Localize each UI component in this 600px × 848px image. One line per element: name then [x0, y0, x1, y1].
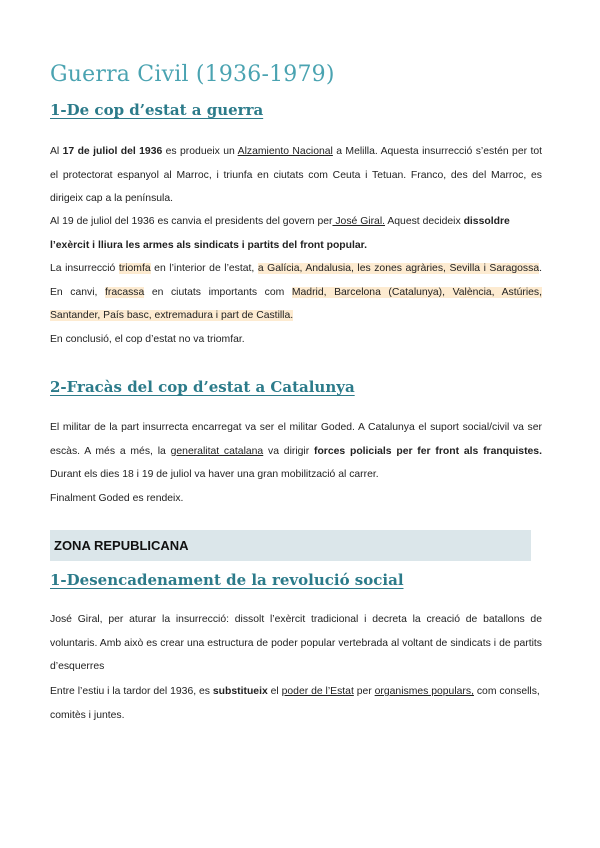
section-heading-revolucio-social: 1-Desencadenament de la revolució social — [50, 571, 404, 589]
paragraph-goded: El militar de la part insurrecta encarregat va ser el militar Goded. A Catalunya el suport social/civil va ser escàs. A més a més, la generalitat catalana va dirigir forces policials per fer front als franquistes. Durant els dies 18 i 19 de juliol va haver una gran mobilització al carrer. — [50, 422, 542, 480]
paragraph-batallons: José Giral, per aturar la insurrecció: dissolt l’exèrcit tradicional i decreta la creació de batallons de voluntaris. Amb això es crear una estructura de poder popular vertebrada al voltant de sindicats i de partits d’esquerres — [50, 614, 542, 672]
paragraph-alzamiento: Al 17 de juliol del 1936 es produeix un Alzamiento Nacional a Melilla. Aquesta insurrecció s’estén per tot el protectorat espanyol al Marroc, i triunfa en ciutats com Ceuta i Tetuan. Franco, des del Marroc, es dirigeix cap a la península. — [50, 146, 542, 204]
paragraph-jose-giral: Al 19 de juliol del 1936 es canvia el presidents del govern per José Giral. Aquest decideix dissoldre l’exèrcit i lliura les armes als sindicats i partits del front popular. — [50, 216, 510, 251]
paragraph-conclusio: En conclusió, el cop d’estat no va triomfar. — [50, 334, 245, 345]
section-heading-cop-estat: 1-De cop d’estat a guerra — [50, 101, 264, 119]
paragraph-organismes-populars: Entre l’estiu i la tardor del 1936, es substitueix el poder de l’Estat per organismes populars, com consells, comitès i juntes. — [50, 686, 540, 721]
paragraph-rendeix: Finalment Goded es rendeix. — [50, 493, 184, 504]
paragraph-triomf-fracas: La insurrecció triomfa en l’interior de l’estat, a Galícia, Andalusia, les zones agràries, Sevilla i Saragossa. En canvi, fracassa en ciutats importants com Madrid, Barcelona (Catalunya), València, Astúries, Santander, País basc, extremadura i part de Castilla. — [50, 263, 542, 321]
section-heading-fracas-catalunya: 2-Fracàs del cop d’estat a Catalunya — [50, 378, 355, 396]
document-title: Guerra Civil (1936-1979) — [50, 62, 335, 87]
zona-republicana-banner: ZONA REPUBLICANA — [50, 530, 531, 561]
